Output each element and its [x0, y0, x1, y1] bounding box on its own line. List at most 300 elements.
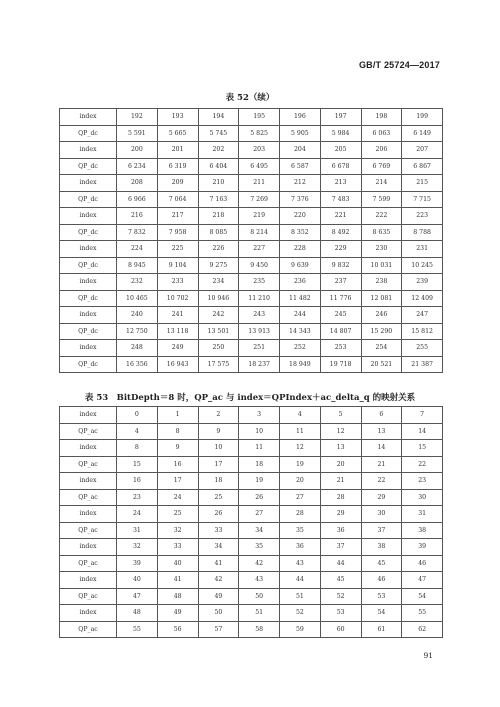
table-cell: 247: [402, 307, 443, 324]
row-header-cell: QP_dc: [60, 356, 117, 373]
table-cell: 6 867: [402, 158, 443, 175]
row-header-cell: index: [60, 539, 117, 556]
table-cell: 15 290: [361, 323, 402, 340]
table-cell: 11: [280, 423, 321, 440]
table-cell: 11: [239, 440, 280, 457]
table-cell: 200: [117, 142, 158, 159]
table-cell: 19: [280, 456, 321, 473]
table-cell: 10 031: [361, 257, 402, 274]
table-cell: 10 245: [402, 257, 443, 274]
table-cell: 15: [402, 440, 443, 457]
table-cell: 204: [280, 142, 321, 159]
table-cell: 23: [117, 489, 158, 506]
table-cell: 9 450: [239, 257, 280, 274]
table-cell: 240: [117, 307, 158, 324]
row-header-cell: QP_dc: [60, 191, 117, 208]
table-cell: 231: [402, 241, 443, 258]
table-cell: 33: [157, 539, 198, 556]
row-header-cell: QP_dc: [60, 224, 117, 241]
row-header-cell: index: [60, 340, 117, 357]
row-header-cell: index: [60, 506, 117, 523]
table-row: [60, 175, 443, 192]
table-cell: 8 492: [320, 224, 361, 241]
table-cell: 9: [198, 423, 239, 440]
table-cell: 10 465: [117, 290, 158, 307]
table-cell: 232: [117, 274, 158, 291]
table-cell: 16 356: [117, 356, 158, 373]
table-cell: 20: [280, 473, 321, 490]
table-cell: 8 214: [239, 224, 280, 241]
table-cell: 4: [117, 423, 158, 440]
table-cell: 10: [198, 440, 239, 457]
table-cell: 250: [198, 340, 239, 357]
table-cell: 14 343: [280, 323, 321, 340]
table-cell: 28: [320, 489, 361, 506]
table-cell: 7 599: [361, 191, 402, 208]
table-cell: 6 149: [402, 125, 443, 142]
row-header-cell: index: [60, 572, 117, 589]
table-cell: 11 482: [280, 290, 321, 307]
table-cell: 214: [361, 175, 402, 192]
table-cell: 50: [198, 605, 239, 622]
table-cell: 49: [198, 588, 239, 605]
table-cell: 8: [117, 440, 158, 457]
table-cell: 13: [320, 440, 361, 457]
table-cell: 28: [280, 506, 321, 523]
row-header-cell: index: [60, 208, 117, 225]
row-header-cell: QP_dc: [60, 323, 117, 340]
table-cell: 5 825: [239, 125, 280, 142]
table-cell: 11 776: [320, 290, 361, 307]
table-cell: 5 745: [198, 125, 239, 142]
row-header-cell: QP_ac: [60, 423, 117, 440]
table-cell: 13 501: [198, 323, 239, 340]
table-cell: 11 210: [239, 290, 280, 307]
table-cell: 37: [361, 522, 402, 539]
table-cell: 14 807: [320, 323, 361, 340]
table-cell: 203: [239, 142, 280, 159]
table-cell: 199: [402, 109, 443, 126]
table-cell: 38: [361, 539, 402, 556]
table-cell: 53: [361, 588, 402, 605]
table-cell: 39: [402, 539, 443, 556]
table-cell: 227: [239, 241, 280, 258]
table-cell: 16: [117, 473, 158, 490]
table-cell: 58: [239, 621, 280, 638]
table-cell: 53: [320, 605, 361, 622]
table-cell: 234: [198, 274, 239, 291]
table-cell: 209: [157, 175, 198, 192]
table-cell: 12 409: [402, 290, 443, 307]
table-cell: 208: [117, 175, 158, 192]
table-row: [60, 142, 443, 159]
table-cell: 18 237: [239, 356, 280, 373]
table-cell: 24: [157, 489, 198, 506]
table-cell: 24: [117, 506, 158, 523]
table-cell: 19: [239, 473, 280, 490]
table-cell: 202: [198, 142, 239, 159]
table-cell: 6: [361, 407, 402, 424]
table-cell: 5 984: [320, 125, 361, 142]
table-cell: 27: [280, 489, 321, 506]
table-cell: 195: [239, 109, 280, 126]
table-cell: 196: [280, 109, 321, 126]
table-row: [60, 191, 443, 208]
table-cell: 13: [361, 423, 402, 440]
table-cell: 8 085: [198, 224, 239, 241]
table-cell: 13 118: [157, 323, 198, 340]
table-cell: 41: [157, 572, 198, 589]
table-cell: 44: [320, 555, 361, 572]
table-cell: 37: [320, 539, 361, 556]
table-cell: 225: [157, 241, 198, 258]
table-cell: 61: [361, 621, 402, 638]
table-cell: 0: [117, 407, 158, 424]
table-row: [60, 274, 443, 291]
table-cell: 59: [280, 621, 321, 638]
table-row: [60, 572, 443, 589]
table-cell: 12: [320, 423, 361, 440]
table-cell: 34: [239, 522, 280, 539]
table-52-caption: 表 52（续）: [225, 93, 275, 103]
table-cell: 35: [280, 522, 321, 539]
table-row: [60, 555, 443, 572]
table-cell: 7: [402, 407, 443, 424]
table-cell: 55: [402, 605, 443, 622]
table-cell: 45: [320, 572, 361, 589]
table-cell: 7 483: [320, 191, 361, 208]
table-cell: 10 702: [157, 290, 198, 307]
table-cell: 62: [402, 621, 443, 638]
table-cell: 252: [280, 340, 321, 357]
row-header-cell: QP_ac: [60, 489, 117, 506]
table-row: [60, 125, 443, 142]
table-cell: 6 234: [117, 158, 158, 175]
table-cell: 201: [157, 142, 198, 159]
table-cell: 57: [198, 621, 239, 638]
table-cell: 39: [117, 555, 158, 572]
table-cell: 9 832: [320, 257, 361, 274]
row-header-cell: index: [60, 307, 117, 324]
table-cell: 6 966: [117, 191, 158, 208]
page-number: 91: [423, 651, 433, 660]
row-header-cell: QP_dc: [60, 158, 117, 175]
table-cell: 6 063: [361, 125, 402, 142]
table-cell: 239: [402, 274, 443, 291]
table-cell: 6 404: [198, 158, 239, 175]
table-cell: 5 905: [280, 125, 321, 142]
table-cell: 226: [198, 241, 239, 258]
table-cell: 52: [320, 588, 361, 605]
table-row: [60, 522, 443, 539]
table-cell: 13 913: [239, 323, 280, 340]
table-cell: 16 943: [157, 356, 198, 373]
table-cell: 217: [157, 208, 198, 225]
table-cell: 7 832: [117, 224, 158, 241]
table-cell: 42: [198, 572, 239, 589]
table-cell: 6 678: [320, 158, 361, 175]
table-cell: 251: [239, 340, 280, 357]
table-cell: 17: [157, 473, 198, 490]
table-cell: 6 769: [361, 158, 402, 175]
table-cell: 5 665: [157, 125, 198, 142]
table-cell: 21 387: [402, 356, 443, 373]
table-cell: 20: [320, 456, 361, 473]
table-cell: 254: [361, 340, 402, 357]
table-cell: 2: [198, 407, 239, 424]
table-cell: 1: [157, 407, 198, 424]
table-cell: 48: [117, 605, 158, 622]
table-cell: 32: [157, 522, 198, 539]
row-header-cell: index: [60, 109, 117, 126]
row-header-cell: QP_ac: [60, 555, 117, 572]
table-cell: 6 587: [280, 158, 321, 175]
table-row: [60, 323, 443, 340]
table-cell: 197: [320, 109, 361, 126]
table-row: [60, 340, 443, 357]
table-cell: 12: [280, 440, 321, 457]
table-cell: 14: [402, 423, 443, 440]
table-cell: 50: [239, 588, 280, 605]
table-cell: 220: [280, 208, 321, 225]
table-cell: 9: [157, 440, 198, 457]
table-cell: 27: [239, 506, 280, 523]
row-header-cell: QP_dc: [60, 125, 117, 142]
table-cell: 249: [157, 340, 198, 357]
table-cell: 246: [361, 307, 402, 324]
table-cell: 52: [280, 605, 321, 622]
table-cell: 34: [198, 539, 239, 556]
table-cell: 31: [402, 506, 443, 523]
table-cell: 54: [361, 605, 402, 622]
table-cell: 8: [157, 423, 198, 440]
table-cell: 10: [239, 423, 280, 440]
table-row: [60, 506, 443, 523]
table-row: [60, 224, 443, 241]
table-cell: 10 946: [198, 290, 239, 307]
table-cell: 48: [157, 588, 198, 605]
table-cell: 9 275: [198, 257, 239, 274]
table-row: [60, 158, 443, 175]
table-cell: 17: [198, 456, 239, 473]
table-cell: 7 376: [280, 191, 321, 208]
table-row: [60, 440, 443, 457]
table-cell: 222: [361, 208, 402, 225]
table-cell: 33: [198, 522, 239, 539]
table-cell: 35: [239, 539, 280, 556]
table-cell: 14: [361, 440, 402, 457]
table-cell: 229: [320, 241, 361, 258]
table-cell: 242: [198, 307, 239, 324]
table-cell: 228: [280, 241, 321, 258]
table-cell: 9 639: [280, 257, 321, 274]
table-cell: 245: [320, 307, 361, 324]
row-header-cell: index: [60, 440, 117, 457]
table-cell: 23: [402, 473, 443, 490]
table-cell: 6 495: [239, 158, 280, 175]
table-cell: 194: [198, 109, 239, 126]
table-cell: 40: [157, 555, 198, 572]
table-cell: 6 319: [157, 158, 198, 175]
table-cell: 45: [361, 555, 402, 572]
table-cell: 41: [198, 555, 239, 572]
table-cell: 238: [361, 274, 402, 291]
standard-code: GB/T 25724—2017: [358, 60, 440, 70]
table-52: [59, 108, 443, 373]
table-cell: 3: [239, 407, 280, 424]
table-cell: 32: [117, 539, 158, 556]
table-cell: 26: [239, 489, 280, 506]
table-row: [60, 473, 443, 490]
table-cell: 26: [198, 506, 239, 523]
table-cell: 8 945: [117, 257, 158, 274]
table-cell: 54: [402, 588, 443, 605]
table-row: [60, 489, 443, 506]
table-cell: 210: [198, 175, 239, 192]
table-cell: 7 715: [402, 191, 443, 208]
table-cell: 43: [239, 572, 280, 589]
table-cell: 25: [198, 489, 239, 506]
table-cell: 22: [402, 456, 443, 473]
table-cell: 212: [280, 175, 321, 192]
table-cell: 255: [402, 340, 443, 357]
table-row: [60, 241, 443, 258]
table-cell: 18: [198, 473, 239, 490]
table-cell: 16: [157, 456, 198, 473]
row-header-cell: index: [60, 142, 117, 159]
table-cell: 198: [361, 109, 402, 126]
table-cell: 4: [280, 407, 321, 424]
table-cell: 49: [157, 605, 198, 622]
table-cell: 29: [320, 506, 361, 523]
table-cell: 213: [320, 175, 361, 192]
row-header-cell: index: [60, 407, 117, 424]
table-cell: 18: [239, 456, 280, 473]
table-cell: 15 812: [402, 323, 443, 340]
table-cell: 21: [361, 456, 402, 473]
table-cell: 60: [320, 621, 361, 638]
table-cell: 55: [117, 621, 158, 638]
table-cell: 211: [239, 175, 280, 192]
row-header-cell: QP_dc: [60, 257, 117, 274]
table-cell: 51: [280, 588, 321, 605]
table-cell: 9 104: [157, 257, 198, 274]
row-header-cell: QP_dc: [60, 290, 117, 307]
table-cell: 8 788: [402, 224, 443, 241]
table-cell: 193: [157, 109, 198, 126]
table-cell: 224: [117, 241, 158, 258]
table-cell: 253: [320, 340, 361, 357]
table-cell: 219: [239, 208, 280, 225]
table-cell: 46: [361, 572, 402, 589]
table-cell: 31: [117, 522, 158, 539]
table-row: [60, 356, 443, 373]
row-header-cell: QP_ac: [60, 588, 117, 605]
table-cell: 43: [280, 555, 321, 572]
table-cell: 221: [320, 208, 361, 225]
table-row: [60, 621, 443, 638]
table-cell: 47: [402, 572, 443, 589]
table-cell: 42: [239, 555, 280, 572]
table-row: [60, 605, 443, 622]
table-cell: 36: [320, 522, 361, 539]
table-cell: 206: [361, 142, 402, 159]
row-header-cell: QP_ac: [60, 456, 117, 473]
table-row: [60, 307, 443, 324]
table-cell: 19 718: [320, 356, 361, 373]
table-row: [60, 456, 443, 473]
table-cell: 8 352: [280, 224, 321, 241]
row-header-cell: index: [60, 175, 117, 192]
table-cell: 207: [402, 142, 443, 159]
table-cell: 7 064: [157, 191, 198, 208]
table-cell: 244: [280, 307, 321, 324]
row-header-cell: index: [60, 473, 117, 490]
table-cell: 243: [239, 307, 280, 324]
table-cell: 51: [239, 605, 280, 622]
table-cell: 7 269: [239, 191, 280, 208]
table-cell: 7 958: [157, 224, 198, 241]
table-cell: 36: [280, 539, 321, 556]
table-cell: 216: [117, 208, 158, 225]
row-header-cell: QP_ac: [60, 522, 117, 539]
table-cell: 21: [320, 473, 361, 490]
row-header-cell: QP_ac: [60, 621, 117, 638]
table-cell: 235: [239, 274, 280, 291]
row-header-cell: index: [60, 241, 117, 258]
table-row: [60, 290, 443, 307]
table-cell: 248: [117, 340, 158, 357]
table-cell: 46: [402, 555, 443, 572]
table-cell: 215: [402, 175, 443, 192]
table-row: [60, 423, 443, 440]
table-cell: 22: [361, 473, 402, 490]
table-row: [60, 257, 443, 274]
table-cell: 5: [320, 407, 361, 424]
table-cell: 223: [402, 208, 443, 225]
table-cell: 20 521: [361, 356, 402, 373]
table-cell: 7 163: [198, 191, 239, 208]
table-cell: 25: [157, 506, 198, 523]
table-row: [60, 588, 443, 605]
table-cell: 40: [117, 572, 158, 589]
table-cell: 237: [320, 274, 361, 291]
row-header-cell: index: [60, 605, 117, 622]
table-row: [60, 109, 443, 126]
table-cell: 230: [361, 241, 402, 258]
row-header-cell: index: [60, 274, 117, 291]
table-cell: 5 591: [117, 125, 158, 142]
table-cell: 12 081: [361, 290, 402, 307]
table-cell: 56: [157, 621, 198, 638]
table-row: [60, 208, 443, 225]
table-53-caption: 表 53 BitDepth＝8 时，QP_ac 与 index＝QPIndex＋ac_delta_q 的映射关系: [84, 393, 416, 403]
table-cell: 15: [117, 456, 158, 473]
table-cell: 233: [157, 274, 198, 291]
table-row: [60, 407, 443, 424]
table-cell: 30: [361, 506, 402, 523]
table-cell: 44: [280, 572, 321, 589]
table-row: [60, 539, 443, 556]
table-cell: 30: [402, 489, 443, 506]
table-53: [59, 406, 443, 638]
table-cell: 241: [157, 307, 198, 324]
table-cell: 47: [117, 588, 158, 605]
table-cell: 236: [280, 274, 321, 291]
table-cell: 12 750: [117, 323, 158, 340]
table-cell: 205: [320, 142, 361, 159]
table-cell: 38: [402, 522, 443, 539]
